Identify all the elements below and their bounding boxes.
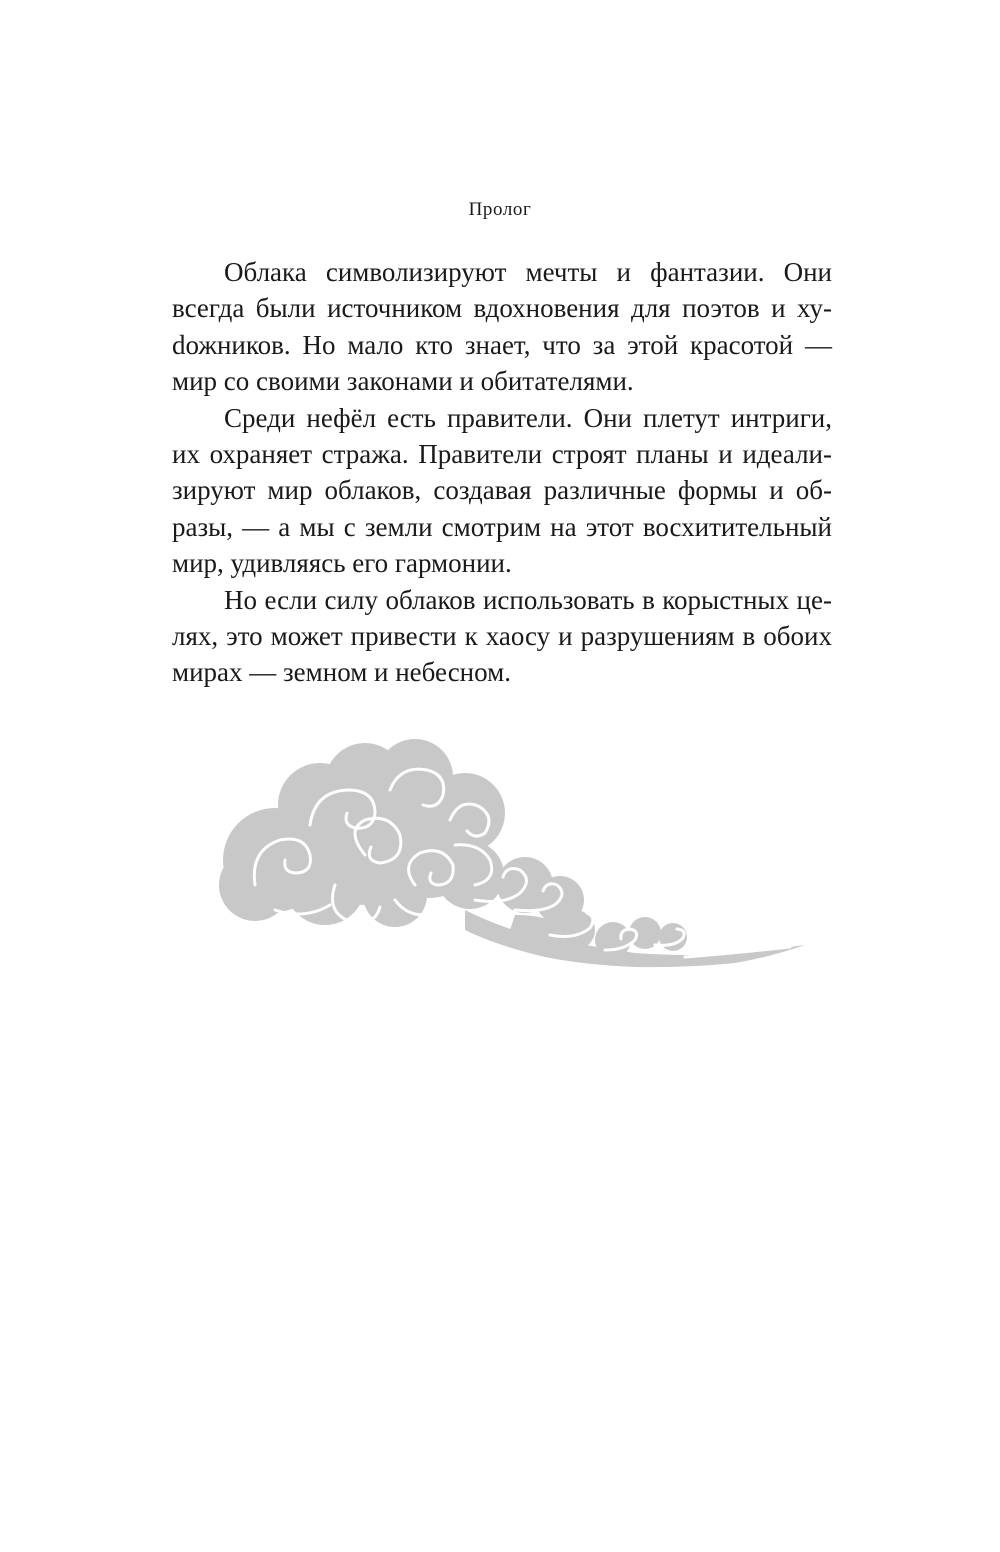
running-head: Пролог	[468, 199, 532, 220]
paragraph-3: Но если силу облаков использовать в корыстных целях, это может привести к хаосу и разрушениям в обоих мирах — земном и небесном.	[172, 584, 832, 688]
cloud-ornament-icon	[215, 735, 810, 970]
body-text	[172, 254, 832, 691]
paragraph-1: Облака символизируют мечты и фантазии. Они всегда были источником вдохновения для поэтов и хуdожников. Но мало кто знает, что за этой красотой — мир со своими законами и обитателями.	[172, 257, 832, 397]
paragraph-2: Среди нефёл есть правители. Они плетут интриги, их охраняет стража. Правители строят планы и идеализируют мир облаков, создавая различные формы и образы, — а мы с земли смотрим на этот восхитительный мир, удивляясь его гармонии.	[172, 402, 832, 579]
